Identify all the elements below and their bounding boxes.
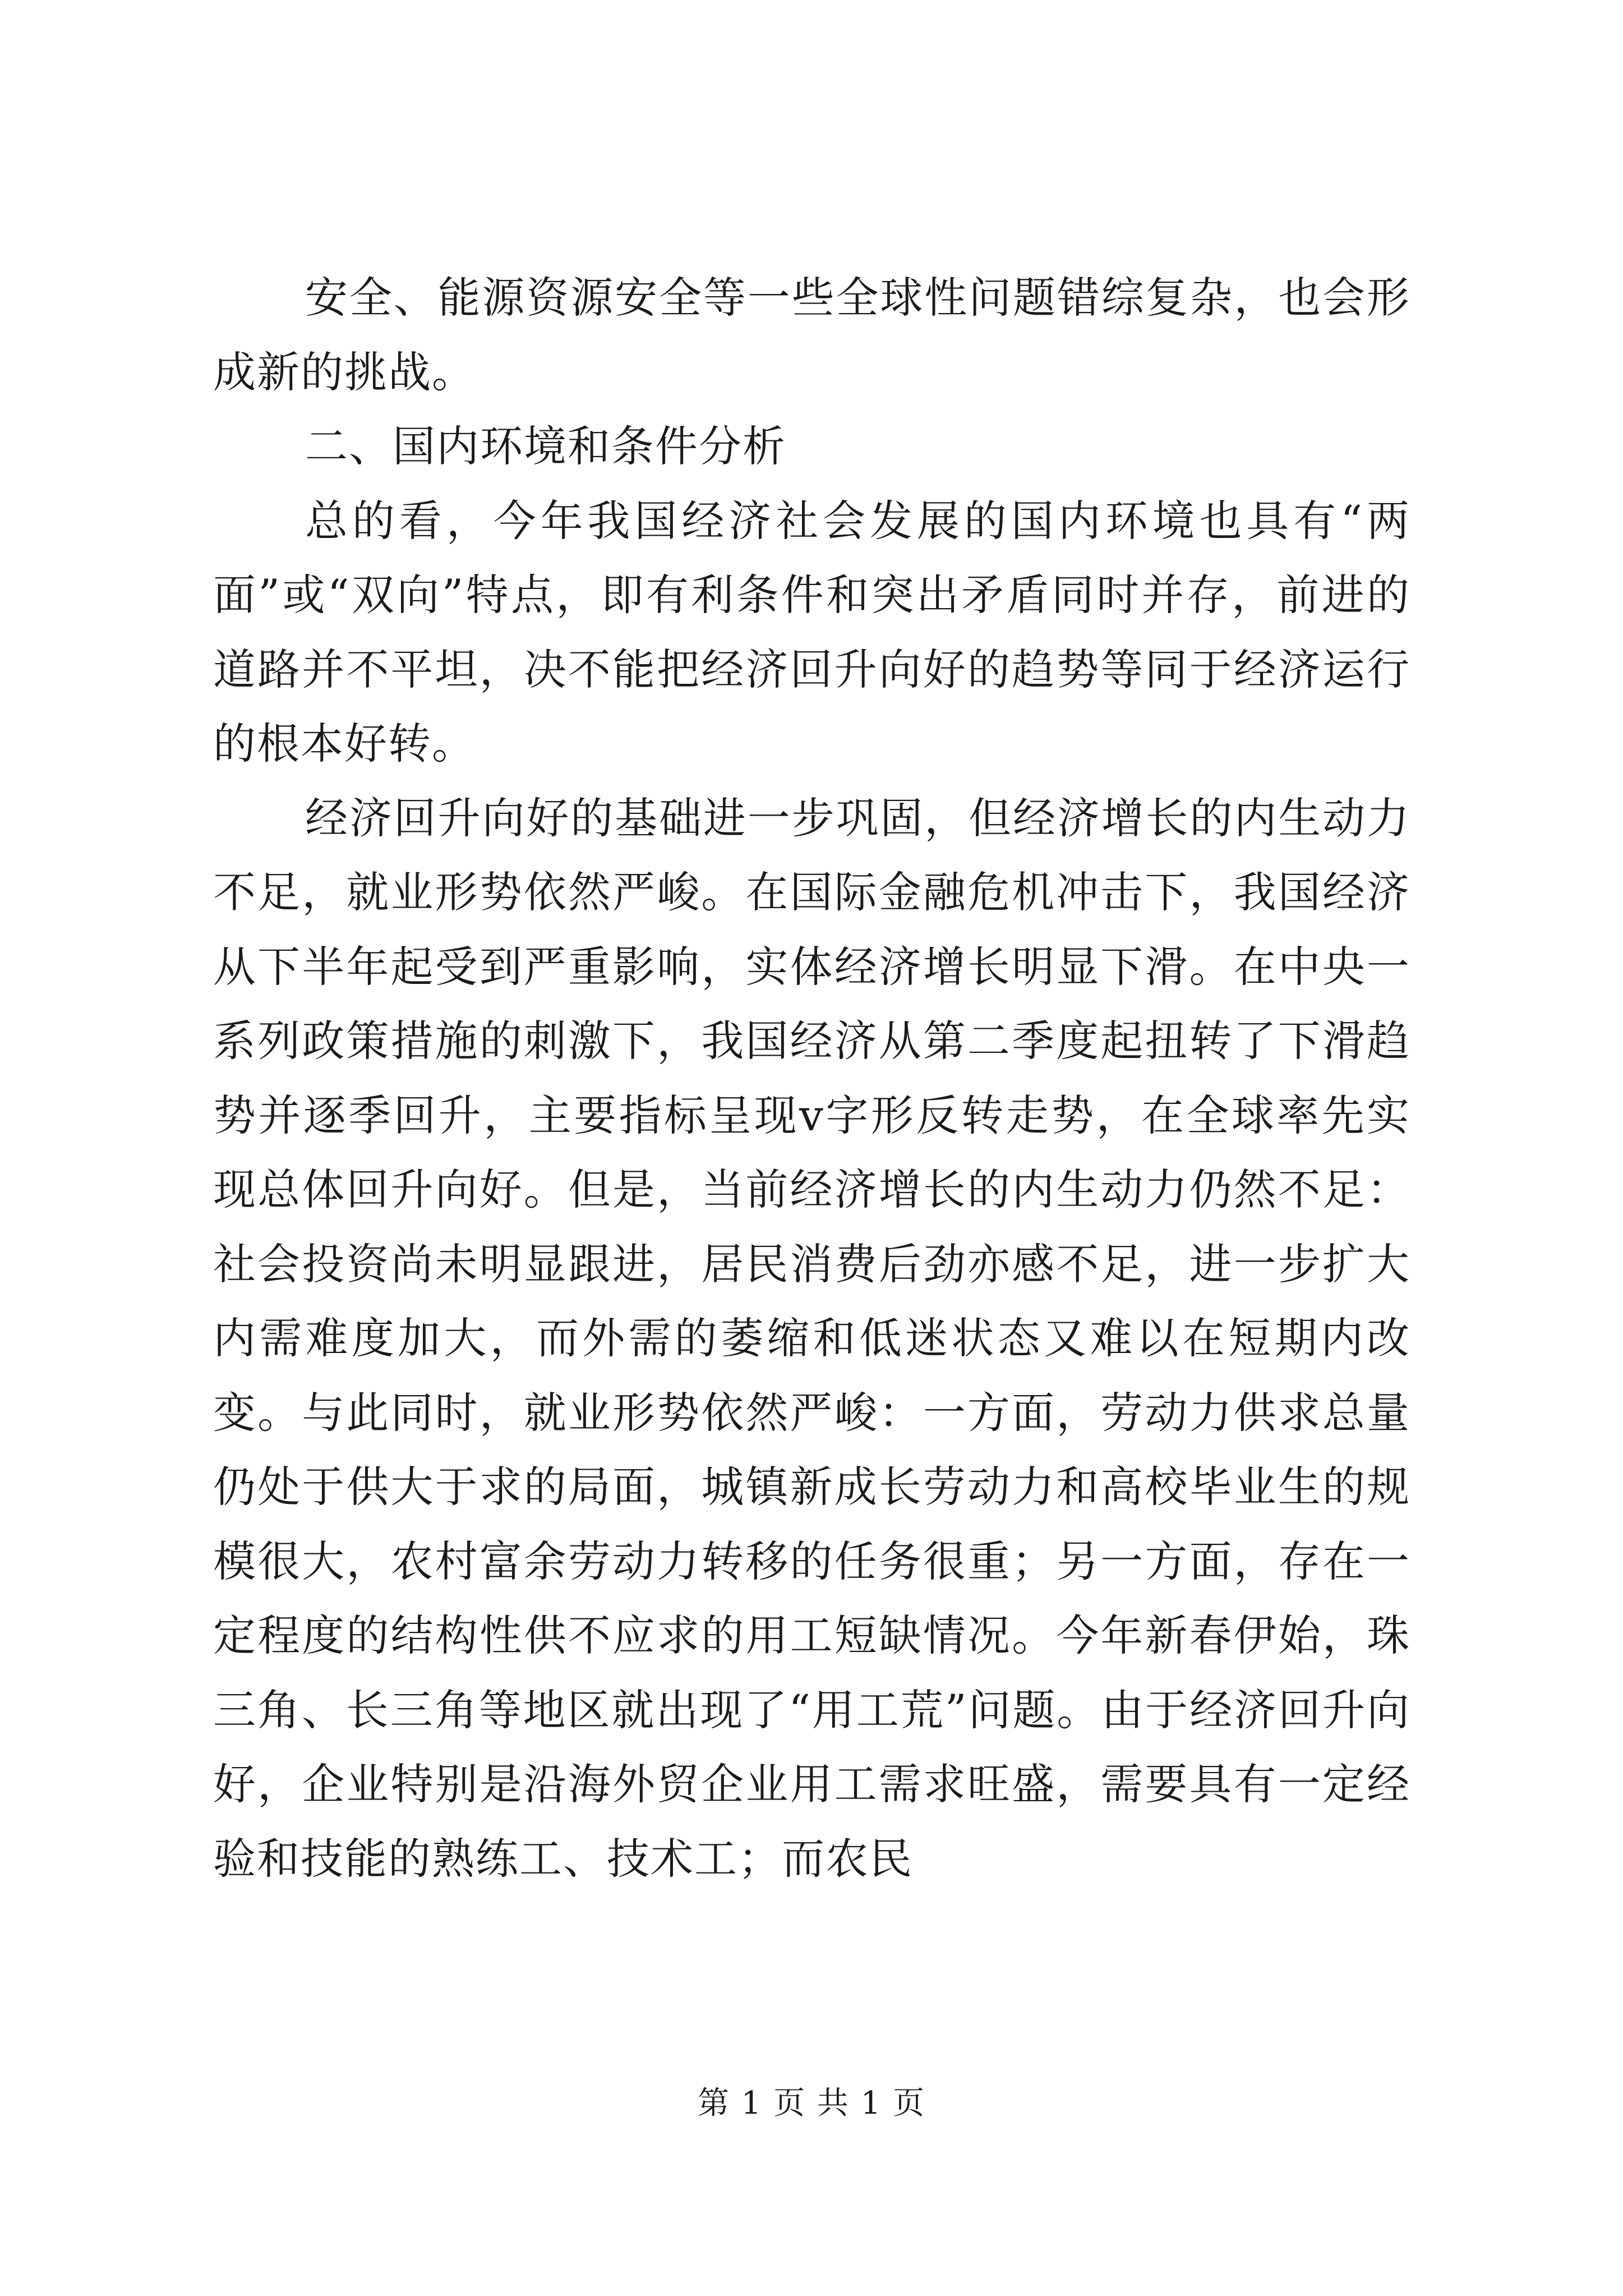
section-heading: 二、国内环境和条件分析 [305, 421, 786, 471]
page-footer: 第 1 页 共 1 页 [697, 2085, 926, 2122]
paragraph-economy-employment: 经济回升向好的基础进一步巩固，但经济增长的内生动力不足，就业形势依然严峻。在国际金融危机冲击下，我国经济从下半年起受到严重影响，实体经济增长明显下滑。在中央一系列政策措施的刺激下，我国经济从第二季度起扭转了下滑趋势并逐季回升，主要指标呈现v字形反转走势，在全球率先实现总体回升向好。但是，当前经济增长的内生动力仍然不足：社会投资尚未明显跟进，居民消费后劲亦感不足，进一步扩大内需难度加大，而外需的萎缩和低迷状态又难以在短期内改变。与此同时，就业形势依然严峻：一方面，劳动力供求总量仍处于供大于求的局面，城镇新成长劳动力和高校毕业生的规模很大，农村富余劳动力转移的任务很重；另一方面，存在一定程度的结构性供不应求的用工短缺情况。今年新春伊始，珠三角、长三角等地区就出现了“用工荒”问题。由于经济回升向好，企业特别是沿海外贸企业用工需求旺盛，需要具有一定经验和技能的熟练工、技术工；而农民 [213, 793, 1410, 1884]
paragraph-continuation: 安全、能源资源安全等一些全球性问题错综复杂，也会形成新的挑战。 [213, 273, 1410, 397]
paragraph-overview: 总的看，今年我国经济社会发展的国内环境也具有“两面”或“双向”特点，即有利条件和突出矛盾同时并存，前进的道路并不平坦，决不能把经济回升向好的趋势等同于经济运行的根本好转。 [213, 495, 1410, 769]
document-page [213, 261, 1410, 1896]
